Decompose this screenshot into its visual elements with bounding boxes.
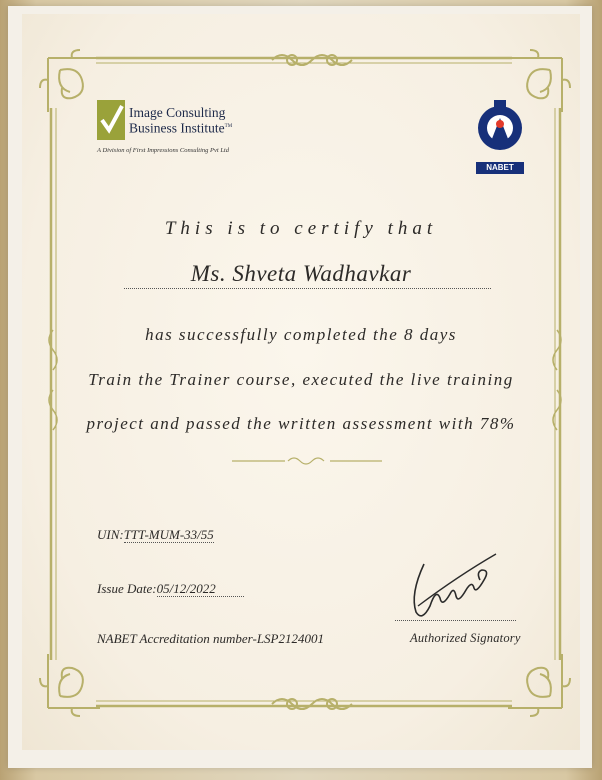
nabet-label: NABET — [476, 162, 524, 174]
logo-line-2: Business Institute™ — [129, 120, 233, 136]
issue-date-label: Issue Date: — [97, 581, 157, 596]
signature-line — [395, 620, 516, 621]
uin-label: UIN: — [97, 527, 124, 542]
logo-text — [129, 106, 232, 136]
completion-line-1: has successfully completed the 8 days — [145, 325, 457, 344]
logo-subtitle: A Division of First Impressions Consulting Pvt Ltd — [97, 147, 229, 154]
icbi-logo — [97, 100, 237, 160]
uin — [97, 527, 214, 543]
nabet-accreditation-number: NABET Accreditation number-LSP2124001 — [97, 631, 324, 646]
uin-value: TTT-MUM-33/55 — [123, 527, 214, 542]
name-underline — [124, 288, 491, 289]
nabet-logo — [476, 96, 524, 176]
certify-heading: This is to certify that — [164, 218, 438, 239]
issue-date — [97, 581, 244, 597]
completion-line-2: Train the Trainer course, executed the live training — [88, 370, 514, 389]
logo-line-1: Image Consulting — [129, 105, 226, 120]
recipient-name: Ms. Shveta Wadhavkar — [190, 261, 412, 286]
nabet-emblem-icon — [476, 96, 524, 162]
authorized-signatory-label: Authorized Signatory — [410, 631, 521, 645]
issue-date-value: 05/12/2022 — [157, 581, 244, 597]
signature-image — [400, 536, 500, 626]
completion-line-3: project and passed the written assessment with 78% — [86, 414, 516, 433]
checkmark-logo-icon — [97, 100, 125, 140]
